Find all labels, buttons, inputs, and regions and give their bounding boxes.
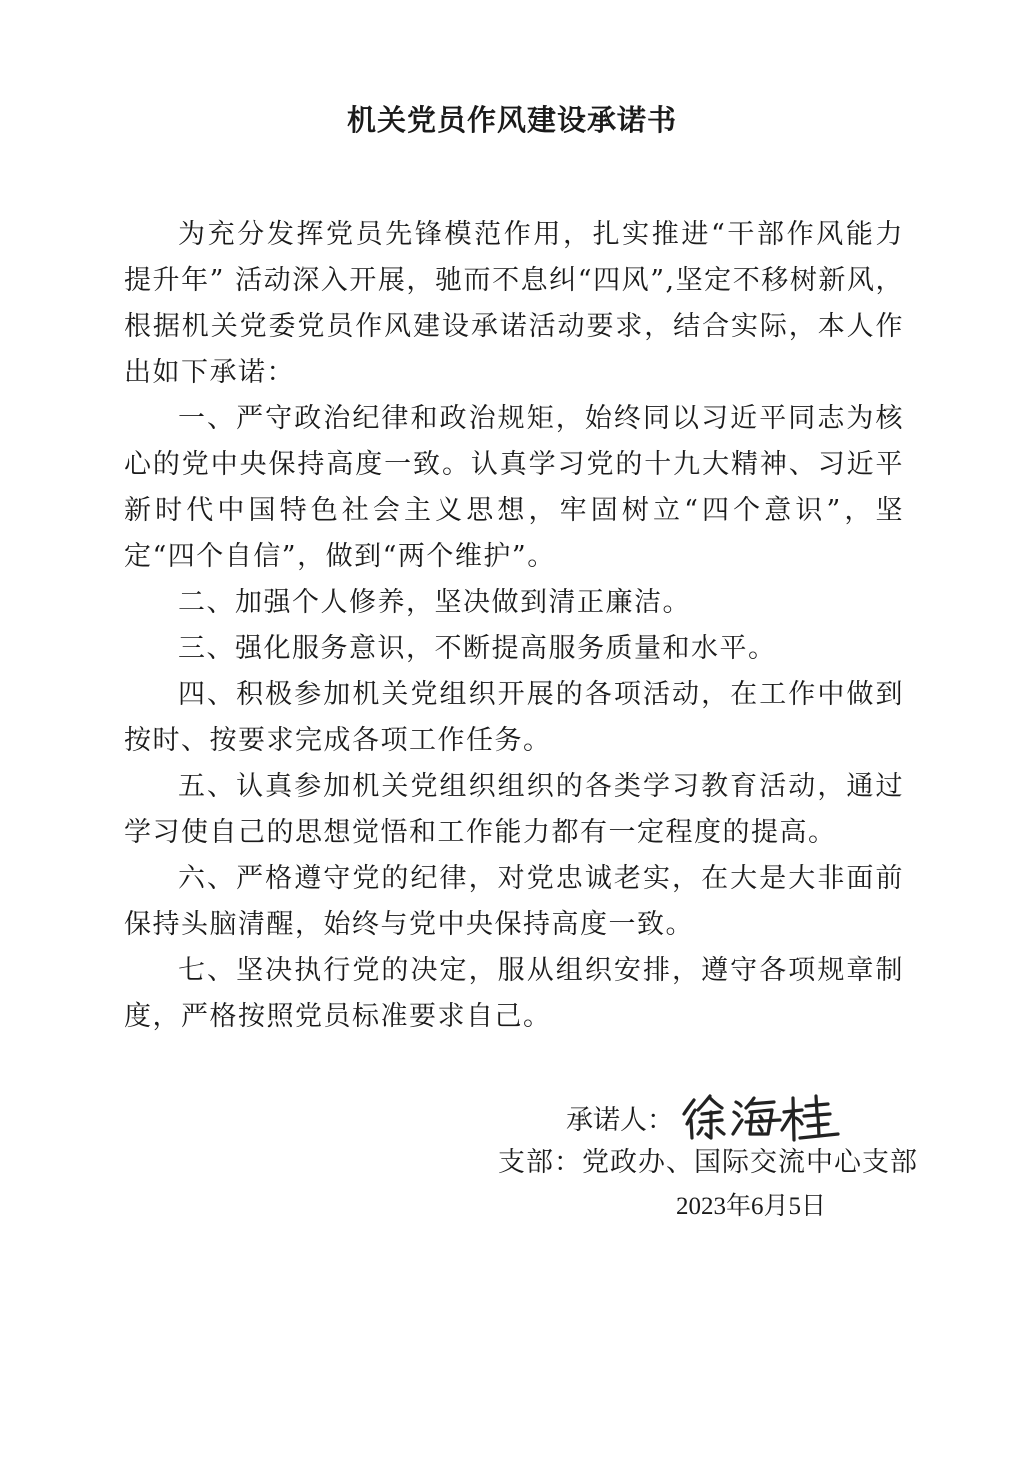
promiser-label: 承诺人： <box>566 1104 674 1136</box>
pledge-item-5: 五、认真参加机关党组织组织的各类学习教育活动，通过学习使自己的思想觉悟和工作能力都有一定程度的提高。 <box>124 771 904 848</box>
promiser-line <box>566 1092 840 1142</box>
intro-paragraph: 为充分发挥党员先锋模范作用，扎实推进“干部作风能力提升年” 活动深入开展，驰而不息纠“四风”,坚定不移树新风，根据机关党委党员作风建设承诺活动要求，结合实际，本人作出如下承诺： <box>124 219 904 388</box>
pledge-item-4: 四、积极参加机关党组织开展的各项活动，在工作中做到按时、按要求完成各项工作任务。 <box>124 679 904 756</box>
date-line: 2023年6月5日 <box>676 1193 827 1220</box>
pledge-item-6: 六、严格遵守党的纪律，对党忠诚老实，在大是大非面前保持头脑清醒，始终与党中央保持高度一致。 <box>124 863 904 940</box>
document-body <box>124 212 904 1040</box>
pledge-item-7: 七、坚决执行党的决定，服从组织安排，遵守各项规章制度，严格按照党员标准要求自己。 <box>124 955 904 1032</box>
branch-line: 支部：党政办、国际交流中心支部 <box>498 1147 918 1178</box>
document-title: 机关党员作风建设承诺书 <box>346 103 677 137</box>
pledge-item-3: 三、强化服务意识，不断提高服务质量和水平。 <box>178 633 777 664</box>
pledge-item-2: 二、加强个人修养，坚决做到清正廉洁。 <box>178 587 691 618</box>
pledge-item-1: 一、严守政治纪律和政治规矩，始终同以习近平同志为核心的党中央保持高度一致。认真学习党的十九大精神、习近平新时代中国特色社会主义思想，牢固树立“四个意识”，坚定“四个自信”，做到“两个维护”。 <box>124 403 904 572</box>
handwritten-signature <box>680 1092 840 1142</box>
